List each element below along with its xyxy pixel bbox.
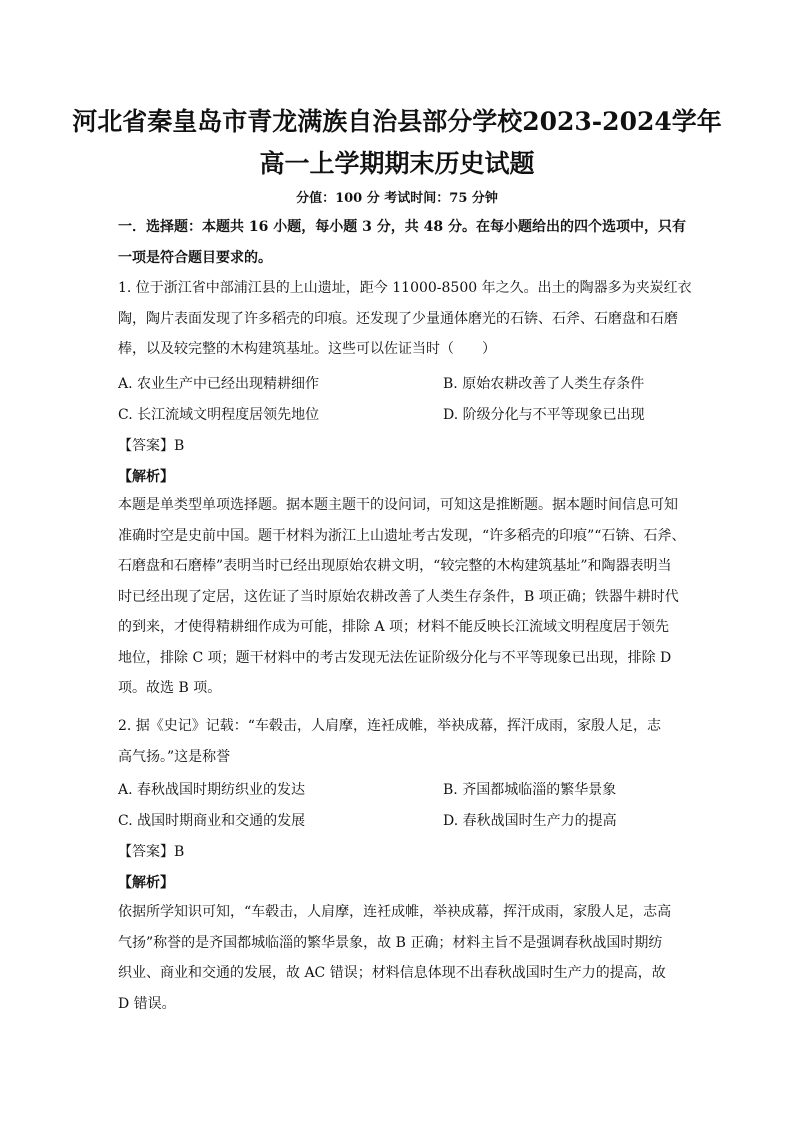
question-2-stem — [118, 711, 678, 772]
analysis-line: 项。故选 B 项。 — [118, 680, 222, 696]
stem-line: 高气扬。”这是称誉 — [118, 748, 231, 765]
question-1-analysis — [118, 490, 686, 704]
option-c: C. 长江流域文明程度居领先地位 — [118, 407, 320, 423]
option-a: A. 春秋战国时期纺织业的发达 — [118, 782, 306, 798]
analysis-line: 地位，排除 C 项；题干材料中的考古发现无法佐证阶级分化与不平等现象已出现，排除 D — [118, 649, 672, 666]
section-line: 一项是符合题目要求的。 — [118, 249, 272, 266]
answer-label: 【答案】B — [118, 844, 185, 860]
stem-line: 陶，陶片表面发现了许多稻壳的印痕。还发现了少量通体磨光的石锛、石斧、石磨盘和石磨 — [118, 310, 678, 327]
exam-meta: 分值：100 分 考试时间：75 分钟 — [296, 191, 498, 206]
stem-line: 1. 位于浙江省中部浦江县的上山遗址，距今 11000-8500 年之久。出土的陶器多为夹炭红衣 — [118, 280, 692, 296]
option-b: B. 原始农耕改善了人类生存条件 — [443, 376, 645, 392]
analysis-line: 准确时空是史前中国。题干材料为浙江上山遗址考古发现，“许多稻壳的印痕”“石锛、石斧、 — [118, 527, 686, 544]
analysis-line: 本题是单类型单项选择题。据本题主题干的设问词，可知这是推断题。据本题时间信息可知 — [118, 497, 678, 513]
analysis-label: 【解析】 — [118, 469, 174, 485]
option-b: B. 齐国都城临淄的繁华景象 — [443, 782, 617, 798]
analysis-line: 的到来，才使得精耕细作成为可能，排除 A 项；材料不能反映长江流域文明程度居于领先 — [118, 619, 670, 635]
section-line: 一．选择题：本题共 16 小题，每小题 3 分，共 48 分。在每小题给出的四个选项中，只有 — [118, 219, 686, 235]
analysis-label: 【解析】 — [118, 875, 174, 891]
question-2-analysis — [118, 897, 678, 1019]
analysis-line: D 错误。 — [118, 995, 176, 1012]
analysis-line: 依据所学知识可知，“车毂击，人肩摩，连衽成帷，举袂成幕，挥汗成雨，家殷人足，志高 — [118, 904, 672, 920]
analysis-line: 织业、商业和交通的发展，故 AC 错误；材料信息体现不出春秋战国时生产力的提高，故 — [118, 965, 666, 981]
option-a: A. 农业生产中已经出现精耕细作 — [118, 376, 320, 392]
option-c: C. 战国时期商业和交通的发展 — [118, 813, 306, 829]
stem-line: 棒，以及较完整的木构建筑基址。这些可以佐证当时（ ） — [118, 341, 496, 357]
exam-title-line1: 河北省秦皇岛市青龙满族自治县部分学校2023-2024学年 — [72, 107, 722, 136]
option-d: D. 阶级分化与不平等现象已出现 — [443, 407, 645, 423]
stem-line: 2. 据《史记》记载：“车毂击，人肩摩，连衽成帷，举袂成幕，挥汗成雨，家殷人足，志 — [118, 718, 661, 734]
analysis-line: 时已经出现了定居，这佐证了当时原始农耕改善了人类生存条件，B 项正确；铁器牛耕时代 — [118, 588, 679, 605]
analysis-line: 气扬”称誉的是齐国都城临淄的繁华景象，故 B 正确；材料主旨不是强调春秋战国时期纺 — [118, 934, 663, 951]
answer-label: 【答案】B — [118, 438, 185, 454]
section-instructions — [118, 212, 686, 273]
analysis-line: 石磨盘和石磨棒”表明当时已经出现原始农耕文明，“较完整的木构建筑基址”和陶器表明当 — [118, 558, 672, 574]
option-d: D. 春秋战国时生产力的提高 — [443, 813, 617, 829]
question-1-stem — [118, 273, 692, 365]
exam-title-line2: 高一上学期期末历史试题 — [259, 149, 535, 178]
